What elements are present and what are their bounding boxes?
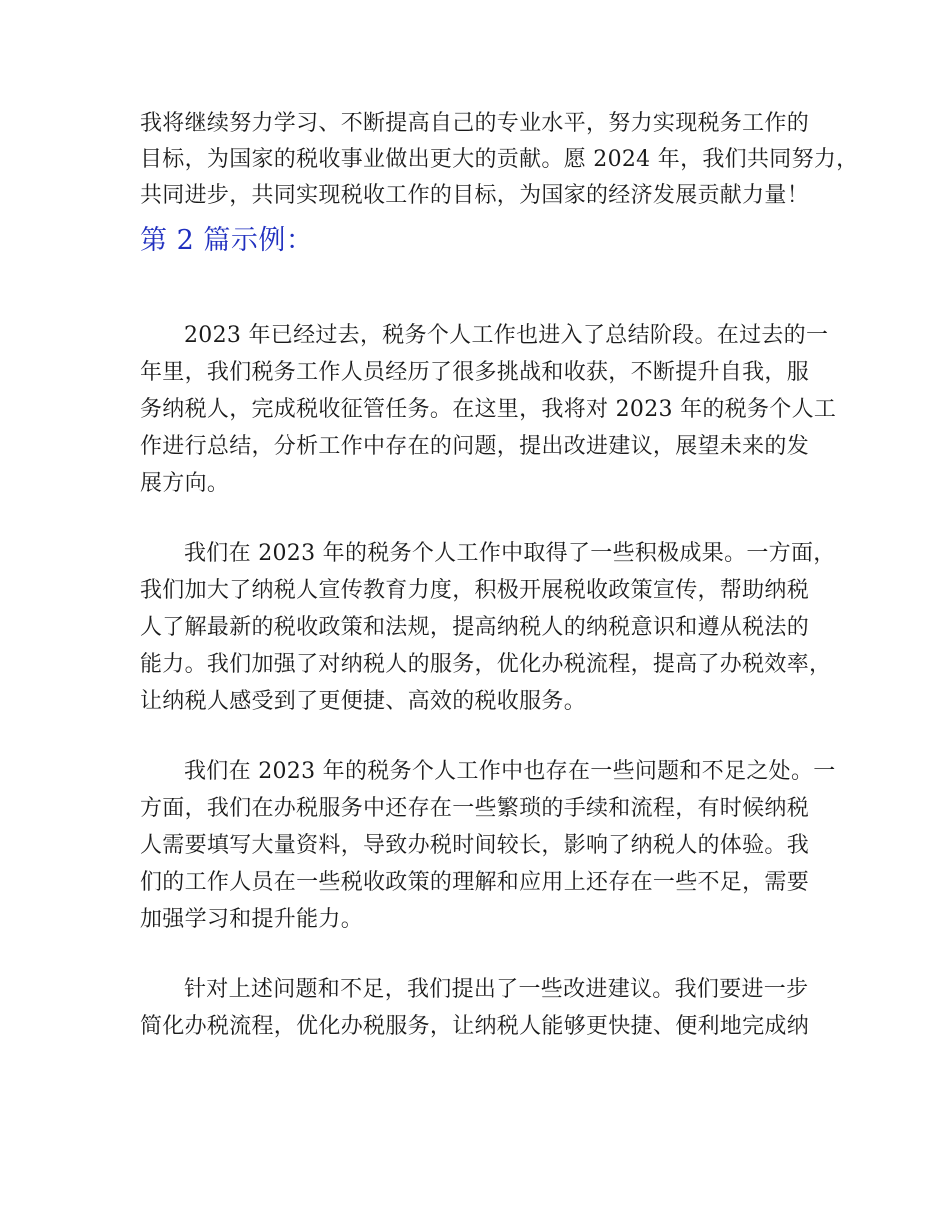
text-line: 年里，我们税务工作人员经历了很多挑战和收获，不断提升自我，服 xyxy=(140,360,810,385)
text-line: 人需要填写大量资料，导致办税时间较长，影响了纳税人的体验。我 xyxy=(140,833,810,858)
text-line: 我们加大了纳税人宣传教育力度，积极开展税收政策宣传，帮助纳税 xyxy=(140,578,810,603)
text-line: 针对上述问题和不足，我们提出了一些改进建议。我们要进一步 xyxy=(184,977,809,1002)
text-line: 让纳税人感受到了更便捷、高效的税收服务。 xyxy=(140,689,587,714)
text-line: 方面，我们在办税服务中还存在一些繁琐的手续和流程，有时候纳税 xyxy=(140,796,810,821)
text-line: 我们在 2023 年的税务个人工作中也存在一些问题和不足之处。一 xyxy=(184,759,836,784)
text-line: 我们在 2023 年的税务个人工作中取得了一些积极成果。一方面， xyxy=(184,541,836,566)
section-heading: 第 2 篇示例： xyxy=(140,225,314,256)
text-line: 简化办税流程，优化办税服务，让纳税人能够更快捷、便利地完成纳 xyxy=(140,1014,810,1039)
text-line: 作进行总结，分析工作中存在的问题，提出改进建议，展望未来的发 xyxy=(140,434,810,459)
text-line: 加强学习和提升能力。 xyxy=(140,907,364,932)
text-line: 2023 年已经过去，税务个人工作也进入了总结阶段。在过去的一 xyxy=(184,323,829,348)
text-line: 务纳税人，完成税收征管任务。在这里，我将对 2023 年的税务个人工 xyxy=(140,397,837,422)
text-line: 人了解最新的税收政策和法规，提高纳税人的纳税意识和遵从税法的 xyxy=(140,615,810,640)
text-line: 共同进步，共同实现税收工作的目标，为国家的经济发展贡献力量！ xyxy=(140,183,810,208)
text-line: 能力。我们加强了对纳税人的服务，优化办税流程，提高了办税效率， xyxy=(140,652,832,677)
text-line: 们的工作人员在一些税收政策的理解和应用上还存在一些不足，需要 xyxy=(140,870,810,895)
text-line: 目标，为国家的税收事业做出更大的贡献。愿 2024 年，我们共同努力， xyxy=(140,147,859,172)
text-line: 展方向。 xyxy=(140,471,230,496)
text-line: 我将继续努力学习、不断提高自己的专业水平，努力实现税务工作的 xyxy=(140,111,810,136)
